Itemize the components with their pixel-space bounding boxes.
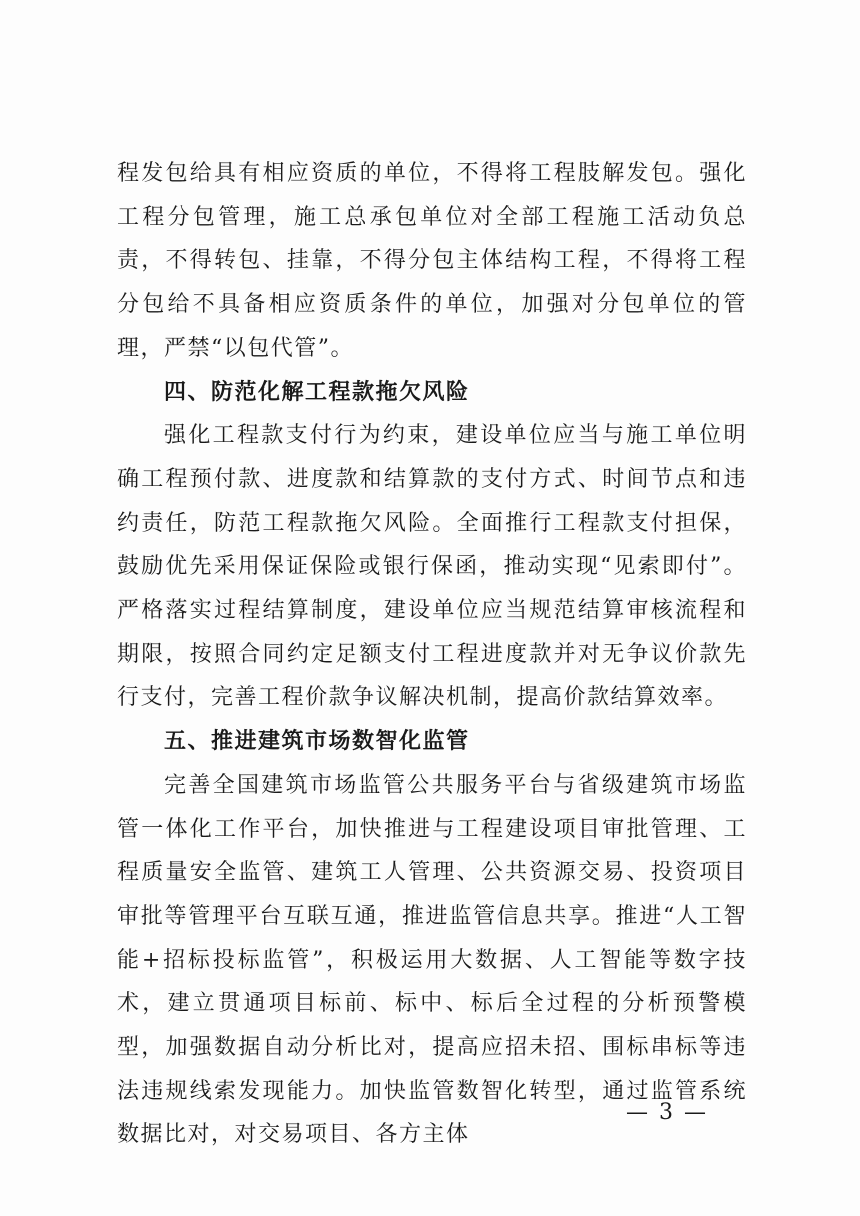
paragraph-digital-supervision: 完善全国建筑市场监管公共服务平台与省级建筑市场监管一体化工作平台，加快推进与工程建设项目审批管理、工程质量安全监管、建筑工人管理、公共资源交易、投资项目审批等管理平台互联互通，推进监管信息共享。推进“人工智能+招标投标监管”，积极运用大数据、人工智能等数字技术，建立贯通项目标前、标中、标后全过程的分析预警模型，加强数据自动分析比对，提高应招未招、围标串标等违法违规线索发现能力。加快监管数智化转型，通过监管系统数据比对，对交易项目、各方主体	[117, 772, 747, 1148]
section-heading-4: 四、防范化解工程款拖欠风险	[164, 379, 470, 405]
paragraph-payment-risk: 强化工程款支付行为约束，建设单位应当与施工单位明确工程预付款、进度款和结算款的支付方式、时间节点和违约责任，防范工程款拖欠风险。全面推行工程款支付担保，鼓励优先采用保证保险或银行保函，推动实现“见索即付”。严格落实过程结算制度，建设单位应当规范结算审核流程和期限，按照合同约定足额支付工程进度款并对无争议价款先行支付，完善工程价款争议解决机制，提高价款结算效率。	[117, 423, 747, 711]
paragraph-continuation: 程发包给具有相应资质的单位，不得将工程肢解发包。强化工程分包管理，施工总承包单位对全部工程施工活动负总责，不得转包、挂靠，不得分包主体结构工程，不得将工程分包给不具备相应资质条件的单位，加强对分包单位的管理，严禁“以包代管”。	[117, 161, 747, 361]
page-number: — 3 —	[626, 1100, 708, 1125]
section-heading-5: 五、推进建筑市场数智化监管	[164, 729, 470, 755]
document-body	[117, 152, 747, 1157]
